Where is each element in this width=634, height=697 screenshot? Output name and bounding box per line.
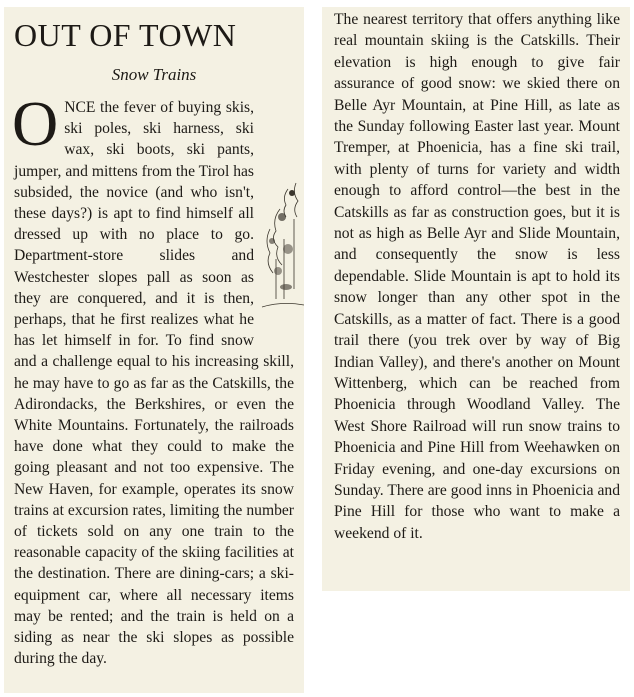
right-column-body: The nearest territory that offers anything like real mountain skiing is the Catskills. Their elevation is high enough to give fair assurance of good snow: we skied there on Belle Ayr Mountain, at Pine Hill, as late as the Sunday following Easter last year. Mount Tremper, at Phoenicia, has a fine ski trail, with plenty of turns for variety and width enough to afford control—the best in the Catskills as far as construction goes, but it is not as high as Belle Ayr and Slide Mountain, and consequently the snow is less dependable. Slide Mountain is apt to hold its snow longer than any other spot in the Catskills, as a matter of fact. There is a good trail there (you trek over by way of Big Indian Valley), and there's another on Mount Wittenberg, which can be reached from Phoenicia through Woodland Valley. The West Shore Railroad will run snow trains to Phoenicia and Pine Hill from Weehawken on Friday evening, and one-day excursions on Sunday. There are good inns in Phoenicia and Pine Hill for those who want to make a weekend of it.	[334, 11, 620, 542]
drop-cap: O	[12, 88, 59, 159]
left-column-text: NCE the fever of buying skis, ski poles, ski harness, ski wax, ski boots, ski pants, jumper, and mittens from the Tirol has subsided, the novice (and who isn't, these days?) is apt to find himself all dressed up with no place to go. Department-store slides and Westchester slopes pall as soon as they are conquered, and it is then, perhaps, that he first realizes what he has let himself in for. To find snow and a challenge equal to his increasing skill, he may have to go as far as the Catskills, the Adirondacks, the Berkshires, or even the White Mountains. Fortunately, the railroads have done what they could to make the going pleasant and not too expensive. The New Haven, for example, operates its snow trains at excursion rates, limiting the number of tickets sold on any one train to the reasonable capacity of the skiing facilities at the destination. There are dining-cars; a ski-equipment car, where all necessary items may be rented; and the train is held on a siding as near the ski slopes as possible during the day.	[14, 99, 294, 668]
headline: OUT OF TOWN	[14, 17, 237, 53]
left-column-body	[12, 88, 294, 669]
skier-trees-illustration	[258, 179, 304, 339]
right-column	[322, 7, 630, 591]
left-column	[4, 7, 304, 693]
subhead: Snow Trains	[111, 65, 197, 84]
